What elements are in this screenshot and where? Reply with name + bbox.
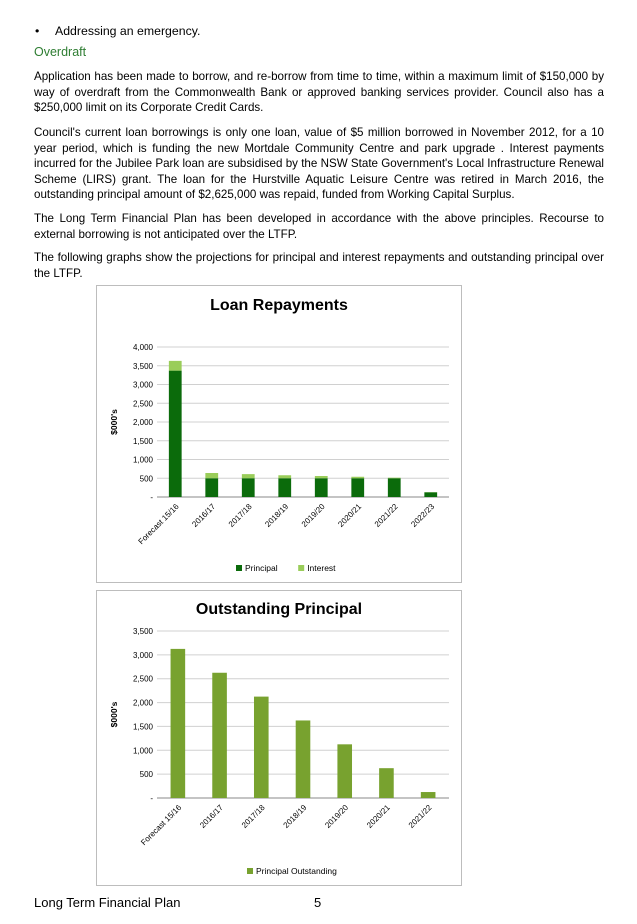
- bar-principal-outstanding: [296, 720, 311, 798]
- footer-title: Long Term Financial Plan: [34, 895, 181, 910]
- y-tick-label: 500: [139, 770, 153, 780]
- y-tick-label: -: [150, 493, 153, 502]
- x-tick-label: 2019/20: [323, 803, 351, 830]
- legend-swatch: [247, 868, 253, 874]
- bar-principal: [388, 478, 401, 497]
- paragraph-ltfp-principles: The Long Term Financial Plan has been developed in accordance with the above principles. Recourse to external borrowing is not anticipated over the LTFP.: [34, 212, 604, 241]
- y-tick-label: 3,000: [132, 380, 153, 390]
- x-tick-label: Forecast 15/16: [139, 803, 184, 848]
- bar-principal: [278, 478, 291, 497]
- paragraph-loan-borrowings: Council's current loan borrowings is only one loan, value of $5 million borrowed in November 2012, for a 10 year period, which is funding the new Mortdale Community Centre and park upgrade . Interest payments incurred for the Jubilee Park loan are subsidised by the NSW State Government's Local Infrastructure Renewal Scheme (LIRS) grant. The loan for the Hurstville Aquatic Leisure Centre was retired in March 2016, the outstanding principal amount of $2,625,000 was repaid, funded from Working Capital Surplus.: [34, 126, 604, 202]
- bar-principal-outstanding: [171, 649, 186, 798]
- bar-principal-outstanding: [254, 697, 269, 798]
- bar-principal-outstanding: [337, 744, 352, 798]
- bar-principal-outstanding: [212, 673, 227, 798]
- y-tick-label: 2,500: [132, 674, 153, 684]
- bar-interest: [351, 477, 364, 479]
- y-tick-label: 1,000: [132, 746, 153, 756]
- y-tick-label: 2,500: [132, 399, 153, 409]
- bar-interest: [242, 474, 255, 478]
- y-tick-label: 3,500: [132, 361, 153, 371]
- y-tick-label: 2,000: [132, 698, 153, 708]
- bullet-text: Addressing an emergency.: [55, 24, 201, 38]
- paragraph-overdraft: Application has been made to borrow, and re-borrow from time to time, within a maximum limit of $150,000 by way of overdraft from the Commonwealth Bank or approved banking services provider. Council also has a $250,000 limit on its Corporate Credit Cards.: [34, 70, 604, 115]
- loan-repayments-chart: [96, 285, 462, 583]
- bar-interest: [315, 476, 328, 478]
- bar-interest: [388, 478, 401, 479]
- bar-interest: [169, 361, 182, 371]
- y-tick-label: 3,500: [132, 627, 153, 636]
- footer-page-number: 5: [314, 895, 322, 910]
- x-tick-label: 2019/20: [299, 502, 327, 529]
- overdraft-heading: Overdraft: [34, 45, 87, 59]
- x-tick-label: 2021/22: [406, 803, 434, 830]
- legend-label: Interest: [307, 563, 336, 573]
- bar-principal: [205, 478, 218, 497]
- bullet-item: [35, 24, 200, 38]
- y-tick-label: 4,000: [132, 343, 153, 352]
- x-tick-label: 2022/23: [409, 502, 437, 529]
- chart-title: Loan Repayments: [210, 297, 348, 314]
- x-tick-label: 2018/19: [263, 502, 291, 529]
- bar-principal: [351, 478, 364, 497]
- y-tick-label: 2,000: [132, 418, 153, 427]
- y-tick-label: 500: [139, 474, 153, 484]
- x-tick-label: 2020/21: [336, 502, 364, 529]
- y-tick-label: 1,000: [132, 455, 153, 465]
- bar-principal: [424, 492, 437, 497]
- legend-swatch: [298, 565, 304, 571]
- paragraph-graphs-intro: The following graphs show the projections for principal and interest repayments and outstanding principal over the LTFP.: [34, 251, 604, 280]
- outstanding-principal-chart: [96, 590, 462, 886]
- x-tick-label: 2021/22: [372, 502, 400, 529]
- legend-label: Principal: [245, 563, 278, 573]
- legend-label: Principal Outstanding: [256, 866, 337, 876]
- bar-principal-outstanding: [379, 768, 394, 798]
- chart-title: Outstanding Principal: [195, 601, 363, 618]
- bar-principal: [169, 371, 182, 497]
- x-tick-label: 2018/19: [281, 803, 309, 830]
- x-tick-label: 2017/18: [226, 502, 254, 529]
- y-tick-label: -: [150, 794, 153, 803]
- outstanding-principal-svg: [97, 591, 461, 885]
- y-tick-label: 1,500: [132, 722, 153, 732]
- y-tick-label: 3,000: [132, 650, 153, 660]
- bar-principal-outstanding: [421, 792, 436, 798]
- x-tick-label: 2016/17: [190, 502, 218, 529]
- y-axis-label: $000's: [109, 701, 119, 728]
- x-tick-label: Forecast 15/16: [136, 502, 181, 547]
- y-axis-label: $000's: [109, 409, 119, 435]
- legend-swatch: [236, 565, 242, 571]
- x-tick-label: 2017/18: [239, 803, 267, 830]
- bar-principal: [315, 478, 328, 497]
- x-tick-label: 2016/17: [198, 803, 225, 830]
- loan-repayments-svg: [97, 286, 461, 582]
- bar-interest: [278, 475, 291, 478]
- y-tick-label: 1,500: [132, 436, 153, 446]
- x-tick-label: 2020/21: [365, 803, 392, 830]
- bar-principal: [242, 478, 255, 497]
- bar-interest: [205, 473, 218, 478]
- bullet-symbol: •: [35, 24, 40, 38]
